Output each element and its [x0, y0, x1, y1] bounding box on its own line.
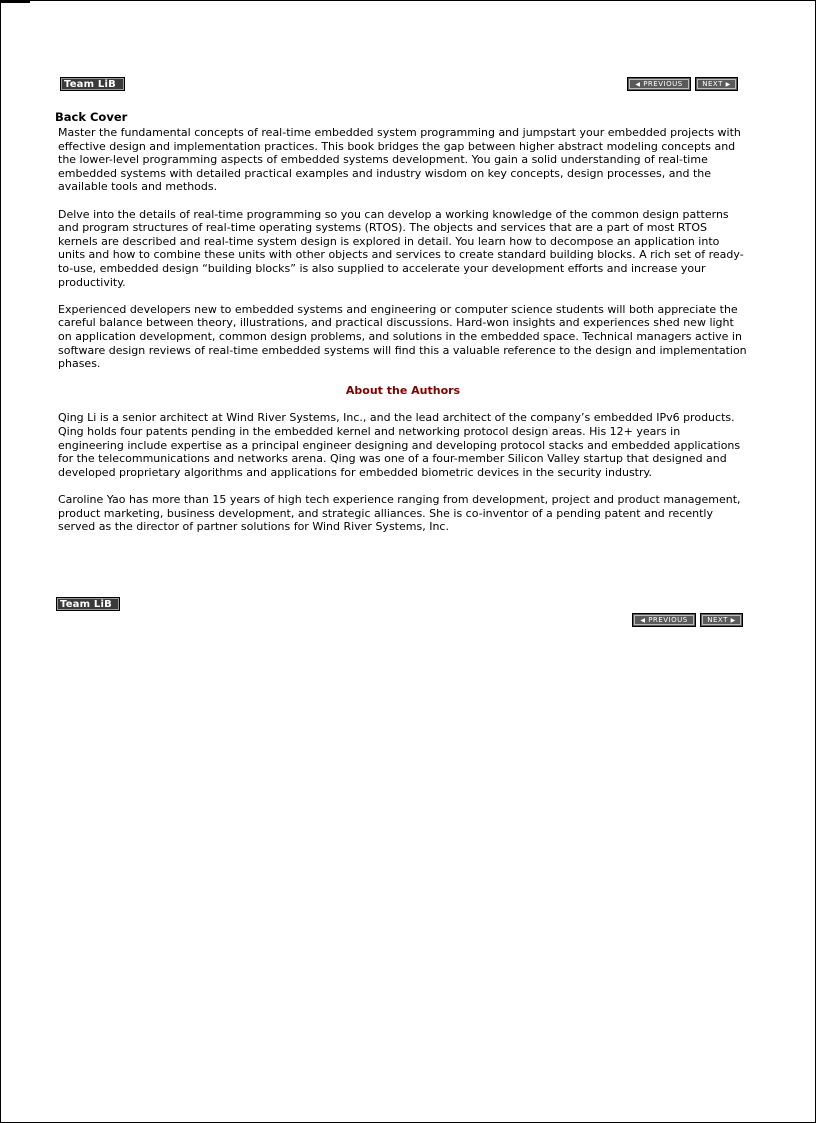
author-paragraph: Caroline Yao has more than 15 years of high tech experience ranging from development, project and product management, product marketing, business development, and strategic alliances. She is co-inventor of a pending patent and recently served as the director of partner solutions for Wind River Systems, Inc.: [58, 493, 741, 534]
previous-button-bottom[interactable]: [632, 613, 696, 627]
back-cover-title: Back Cover: [55, 110, 128, 124]
about-authors-heading: About the Authors: [345, 384, 461, 398]
triangle-right-icon: ▶: [730, 617, 736, 624]
next-label: NEXT: [702, 80, 723, 88]
back-cover-paragraph: Experienced developers new to embedded systems and engineering or computer science students will both appreciate the careful balance between theory, illustrations, and practical discussions. Hard-won insights and experiences shed new light on application development, common design problems, and solutions in the embedded space. Technical managers active in software design reviews of real-time embedded systems will find this a valuable reference to the design and implementation phases.: [58, 302, 747, 371]
corner-mark: [0, 0, 30, 3]
team-lib-logo-top[interactable]: Team LiB: [60, 77, 125, 91]
team-lib-logo-bottom[interactable]: Team LiB: [56, 597, 120, 611]
next-button-bottom[interactable]: [700, 613, 743, 627]
previous-button-top[interactable]: [627, 77, 691, 91]
main-content: [58, 126, 748, 547]
triangle-right-icon: ▶: [725, 81, 731, 88]
next-button-top[interactable]: [695, 77, 738, 91]
author-paragraph: Qing Li is a senior architect at Wind River Systems, Inc., and the lead architect of the company’s embedded IPv6 products. Qing holds four patents pending in the embedded kernel and networking protocol design areas. His 12+ years in engineering include expertise as a principal engineer designing and developing protocol stacks and embedded applications for the telecommunications and networks arena. Qing was one of a four-member Silicon Valley startup that designed and developed proprietary algorithms and applications for embedded biometric devices in the security industry.: [58, 411, 741, 479]
previous-label: PREVIOUS: [648, 616, 688, 624]
triangle-left-icon: ◀: [635, 81, 641, 88]
triangle-left-icon: ◀: [640, 617, 646, 624]
previous-label: PREVIOUS: [643, 80, 683, 88]
back-cover-paragraph: Master the fundamental concepts of real-time embedded system programming and jumpstart your embedded projects with effective design and implementation practices. This book bridges the gap between higher abstract modeling concepts and the lower-level programming aspects of embedded systems development. You gain a solid understanding of real-time embedded systems with detailed practical examples and industry wisdom on key concepts, design processes, and the available tools and methods.: [58, 126, 741, 194]
back-cover-paragraph: Delve into the details of real-time programming so you can develop a working knowledge of the common design patterns and program structures of real-time operating systems (RTOS). The objects and services that are a part of most RTOS kernels are described and real-time system design is explored in detail. You learn how to decompose an application into units and how to combine these units with other objects and services to create standard building blocks. A rich set of ready-to-use, embedded design “building blocks” is also supplied to accelerate your development efforts and increase your productivity.: [58, 207, 744, 289]
next-label: NEXT: [707, 616, 728, 624]
